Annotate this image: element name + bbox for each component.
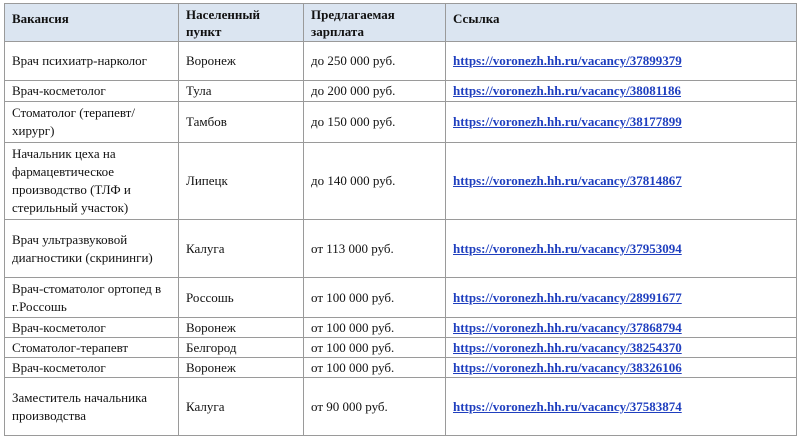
salary-cell: от 100 000 руб. [304,278,446,318]
header-city: Населенный пункт [179,4,304,42]
vacancy-link[interactable]: https://voronezh.hh.ru/vacancy/37953094 [453,240,682,256]
vacancy-cell: Врач психиатр-нарколог [5,42,179,81]
salary-cell: от 90 000 руб. [304,378,446,436]
header-link: Ссылка [446,4,797,42]
table-row [5,42,797,81]
link-cell [446,378,797,436]
table-header-row [5,4,797,42]
table-row [5,358,797,378]
vacancy-link[interactable]: https://voronezh.hh.ru/vacancy/38326106 [453,359,682,375]
header-vacancy: Вакансия [5,4,179,42]
vacancy-cell: Врач-стоматолог ортопед в г.Россошь [5,278,179,318]
vacancy-cell: Врач-косметолог [5,318,179,338]
link-cell [446,143,797,220]
link-cell [446,358,797,378]
vacancy-cell: Стоматолог (терапевт/хирург) [5,102,179,143]
vacancy-link[interactable]: https://voronezh.hh.ru/vacancy/38254370 [453,339,682,355]
link-cell [446,42,797,81]
table-row [5,378,797,436]
vacancy-link[interactable]: https://voronezh.hh.ru/vacancy/38177899 [453,114,682,129]
vacancy-cell: Заместитель начальника производства [5,378,179,436]
vacancy-cell: Врач ультразвуковой диагностики (скрининги) [5,220,179,278]
city-cell: Воронеж [179,358,304,378]
city-cell: Тамбов [179,102,304,143]
table-row [5,338,797,358]
table-row [5,220,797,278]
salary-cell: от 100 000 руб. [304,358,446,378]
salary-cell: до 150 000 руб. [304,102,446,143]
city-cell: Калуга [179,378,304,436]
table-row [5,278,797,318]
table-row [5,102,797,143]
salary-cell: от 100 000 руб. [304,338,446,358]
vacancy-cell: Врач-косметолог [5,358,179,378]
vacancy-link[interactable]: https://voronezh.hh.ru/vacancy/37899379 [453,53,682,68]
link-cell [446,318,797,338]
vacancy-cell: Врач-косметолог [5,81,179,102]
city-cell: Белгород [179,338,304,358]
vacancy-link[interactable]: https://voronezh.hh.ru/vacancy/38081186 [453,83,682,98]
table-row [5,318,797,338]
link-cell [446,81,797,102]
city-cell: Тула [179,81,304,102]
header-salary: Предлагаемая зарплата [304,4,446,42]
table-row [5,143,797,220]
salary-cell: до 200 000 руб. [304,81,446,102]
link-cell [446,102,797,143]
salary-cell: от 100 000 руб. [304,318,446,338]
link-cell [446,220,797,278]
vacancy-link[interactable]: https://voronezh.hh.ru/vacancy/37868794 [453,319,682,335]
table-row [5,81,797,102]
city-cell: Россошь [179,278,304,318]
vacancy-table-container [4,3,800,436]
vacancy-link[interactable]: https://voronezh.hh.ru/vacancy/37814867 [453,173,682,188]
city-cell: Калуга [179,220,304,278]
vacancy-table [4,3,797,436]
salary-cell: от 113 000 руб. [304,220,446,278]
vacancy-link[interactable]: https://voronezh.hh.ru/vacancy/28991677 [453,289,682,305]
vacancy-cell: Начальник цеха на фармацевтическое производство (ТЛФ и стерильный участок) [5,143,179,220]
salary-cell: до 250 000 руб. [304,42,446,81]
vacancy-cell: Стоматолог-терапевт [5,338,179,358]
vacancy-link[interactable]: https://voronezh.hh.ru/vacancy/37583874 [453,398,682,414]
city-cell: Воронеж [179,42,304,81]
link-cell [446,278,797,318]
city-cell: Воронеж [179,318,304,338]
link-cell [446,338,797,358]
city-cell: Липецк [179,143,304,220]
salary-cell: до 140 000 руб. [304,143,446,220]
